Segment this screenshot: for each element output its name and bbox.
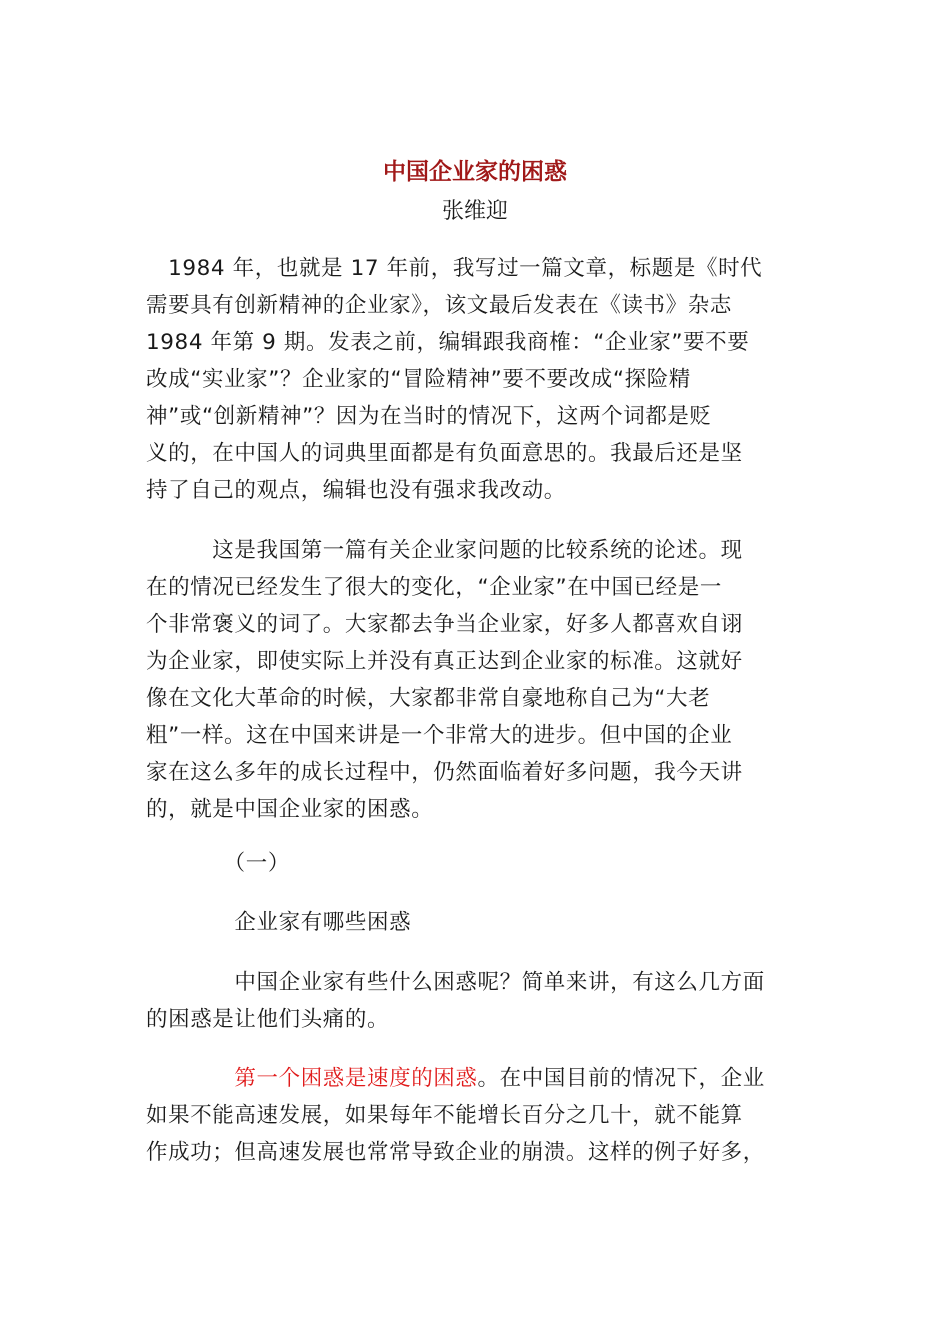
section-number xyxy=(146,845,806,882)
paragraph-line: 改成“实业家”？企业家的“冒险精神”要不要改成“探险精 xyxy=(146,367,691,392)
paragraph-line: 粗”一样。这在中国来讲是一个非常大的进步。但中国的企业 xyxy=(146,723,733,748)
paragraph-4 xyxy=(146,1060,806,1171)
paragraph-line xyxy=(146,1060,806,1097)
highlighted-phrase: 第一个困惑是速度的困惑 xyxy=(146,1066,478,1091)
paragraph-line: 1984 年，也就是 17 年前，我写过一篇文章，标题是《时代 xyxy=(146,256,763,281)
paragraph-line: 个非常褒义的词了。大家都去争当企业家，好多人都喜欢自诩 xyxy=(146,612,743,637)
paragraph-1 xyxy=(146,250,806,509)
article-author: 张维迎 xyxy=(441,199,508,224)
paragraph-line: 像在文化大革命的时候，大家都非常自豪地称自己为“大老 xyxy=(146,686,711,711)
section-heading xyxy=(146,904,806,941)
section-number-text: （一） xyxy=(146,851,290,876)
paragraph-line-rest: 。在中国目前的情况下，企业 xyxy=(477,1066,765,1091)
paragraph-line: 作成功；但高速发展也常常导致企业的崩溃。这样的例子好多， xyxy=(146,1140,765,1165)
paragraph-line: 中国企业家有些什么困惑呢？简单来讲，有这么几方面 xyxy=(146,970,765,995)
paragraph-line: 如果不能高速发展，如果每年不能增长百分之几十，就不能算 xyxy=(146,1103,743,1128)
paragraph-line: 家在这么多年的成长过程中，仍然面临着好多问题，我今天讲 xyxy=(146,760,743,785)
paragraph-3 xyxy=(146,964,806,1038)
paragraph-line: 的，就是中国企业家的困惑。 xyxy=(146,797,434,822)
section-heading-text: 企业家有哪些困惑 xyxy=(146,910,412,935)
paragraph-line: 这是我国第一篇有关企业家问题的比较系统的论述。现 xyxy=(146,538,743,563)
paragraph-line: 1984 年第 9 期。发表之前，编辑跟我商榷：“企业家”要不要 xyxy=(146,330,750,355)
article-title: 中国企业家的困惑 xyxy=(383,159,567,185)
paragraph-line: 需要具有创新精神的企业家》，该文最后发表在《读书》杂志 xyxy=(146,293,732,318)
paragraph-2 xyxy=(146,532,806,828)
paragraph-line: 的困惑是让他们头痛的。 xyxy=(146,1007,390,1032)
paragraph-line: 神”或“创新精神”？因为在当时的情况下，这两个词都是贬 xyxy=(146,404,712,429)
paragraph-line: 为企业家，即使实际上并没有真正达到企业家的标准。这就好 xyxy=(146,649,743,674)
paragraph-line: 义的，在中国人的词典里面都是有负面意思的。我最后还是坚 xyxy=(146,441,743,466)
paragraph-line: 持了自己的观点，编辑也没有强求我改动。 xyxy=(146,478,566,503)
paragraph-line: 在的情况已经发生了很大的变化，“企业家”在中国已经是一 xyxy=(146,575,722,600)
